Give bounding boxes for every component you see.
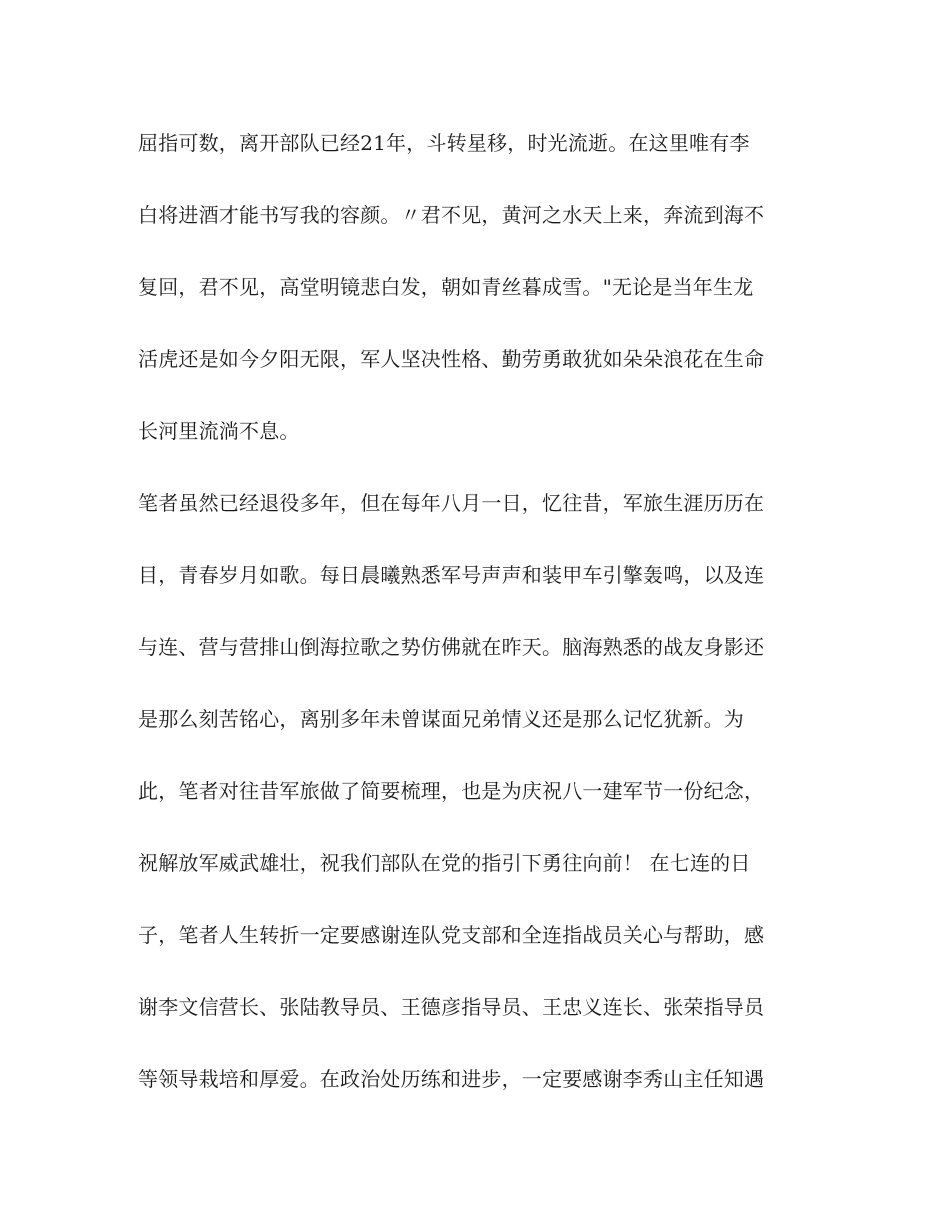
text-line-14: 等领导栽培和厚爱。在政治处历练和进步，一定要感谢李秀山主任知遇	[138, 1067, 765, 1091]
text-line-13: 谢李文信营长、张陆教导员、王德彦指导员、王忠义连长、张荣指导员	[138, 995, 765, 1019]
text-line-9: 是那么刻苦铭心，离别多年未曾谋面兄弟情义还是那么记忆犹新。为	[138, 707, 744, 731]
text-line-7: 目，青春岁月如歌。每日晨曦熟悉军号声声和装甲车引擎轰鸣，以及连	[138, 563, 765, 587]
text-line-12: 子，笔者人生转折一定要感谢连队党支部和全连指战员关心与帮助，感	[138, 923, 765, 947]
text-line-6: 笔者虽然已经退役多年，但在每年八月一日，忆往昔，军旅生涯历历在	[138, 491, 765, 515]
text-line-11: 祝解放军威武雄壮，祝我们部队在党的指引下勇往向前！ 在七连的日	[138, 851, 751, 875]
text-line-2: 白将进酒才能书写我的容颜。〃君不见，黄河之水天上来，奔流到海不	[138, 203, 765, 227]
text-line-3: 复回，君不见，高堂明镜悲白发，朝如青丝暮成雪。"无论是当年生龙	[138, 275, 754, 299]
text-line-10: 此，笔者对往昔军旅做了简要梳理，也是为庆祝八一建军节一份纪念，	[138, 779, 765, 803]
text-line-5: 长河里流淌不息。	[138, 419, 300, 443]
text-line-4: 活虎还是如今夕阳无限，军人坚决性格、勤劳勇敢犹如朵朵浪花在生命	[138, 347, 765, 371]
text-line-1: 屈指可数，离开部队已经21年，斗转星移，时光流逝。在这里唯有李	[138, 131, 750, 155]
text-line-8: 与连、营与营排山倒海拉歌之势仿佛就在昨天。脑海熟悉的战友身影还	[138, 635, 765, 659]
